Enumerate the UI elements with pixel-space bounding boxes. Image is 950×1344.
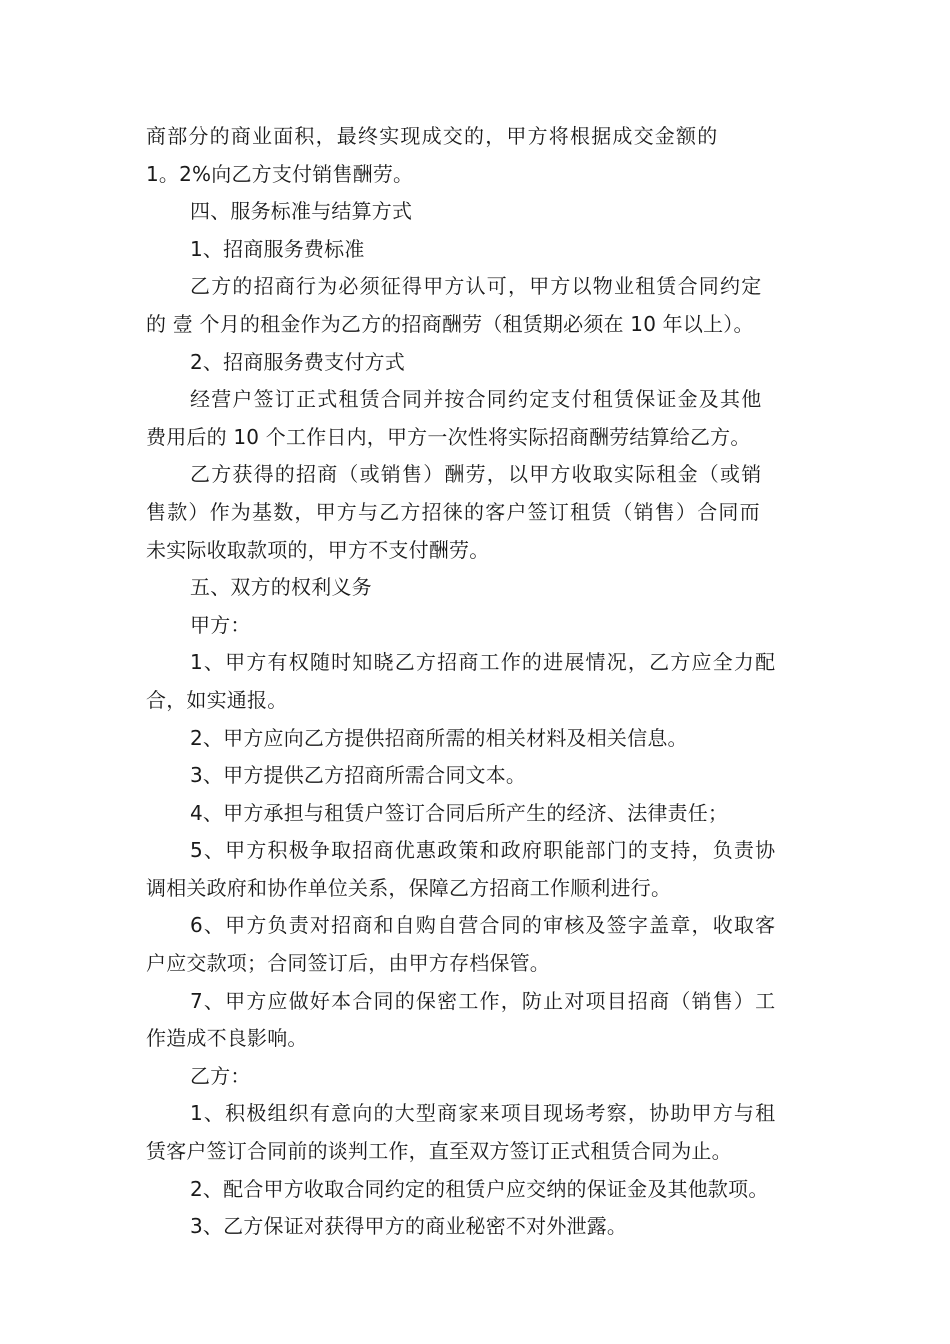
section-heading: 四、服务标准与结算方式 [190, 199, 413, 224]
body-line: 乙方获得的招商（或销售）酬劳，以甲方收取实际租金（或销 [190, 462, 763, 487]
body-line: 乙方的招商行为必须征得甲方认可，甲方以物业租赁合同约定 [190, 274, 763, 299]
list-item: 2、配合甲方收取合同约定的租赁户应交纳的保证金及其他款项。 [190, 1176, 769, 1201]
body-line: 费用后的 10 个工作日内，甲方一次性将实际招商酬劳结算给乙方。 [146, 424, 751, 449]
list-item: 2、甲方应向乙方提供招商所需的相关材料及相关信息。 [190, 725, 688, 750]
body-line: 的 壹 个月的租金作为乙方的招商酬劳（租赁期必须在 10 年以上）。 [146, 311, 754, 336]
list-item: 1、甲方有权随时知晓乙方招商工作的进展情况，乙方应全力配 [190, 650, 777, 675]
body-line: 作造成不良影响。 [146, 1026, 308, 1051]
document-body [146, 118, 826, 1246]
list-item: 3、甲方提供乙方招商所需合同文本。 [190, 763, 527, 788]
section-heading: 五、双方的权利义务 [190, 575, 372, 600]
list-item: 4、甲方承担与租赁户签订合同后所产生的经济、法律责任； [190, 800, 729, 825]
list-item: 5、甲方积极争取招商优惠政策和政府职能部门的支持，负责协 [190, 838, 777, 863]
subsection-heading: 2、招商服务费支付方式 [190, 349, 405, 374]
list-item: 1、积极组织有意向的大型商家来项目现场考察，协助甲方与租 [190, 1101, 777, 1126]
subsection-heading: 1、招商服务费标准 [190, 236, 365, 261]
party-heading: 乙方： [190, 1063, 251, 1088]
list-item: 6、甲方负责对招商和自购自营合同的审核及签字盖章，收取客 [190, 913, 777, 938]
body-line: 售款）作为基数，甲方与乙方招徕的客户签订租赁（销售）合同而 [146, 499, 761, 524]
body-line: 户应交款项；合同签订后，由甲方存档保管。 [146, 951, 550, 976]
list-item: 7、甲方应做好本合同的保密工作，防止对项目招商（销售）工 [190, 988, 777, 1013]
body-line: 合，如实通报。 [146, 687, 288, 712]
party-heading: 甲方： [190, 612, 251, 637]
body-line: 未实际收取款项的，甲方不支付酬劳。 [146, 537, 490, 562]
body-line: 调相关政府和协作单位关系，保障乙方招商工作顺利进行。 [146, 875, 672, 900]
body-line: 1。2%向乙方支付销售酬劳。 [146, 161, 414, 186]
list-item: 3、乙方保证对获得甲方的商业秘密不对外泄露。 [190, 1214, 628, 1239]
body-line: 赁客户签订合同前的谈判工作，直至双方签订正式租赁合同为止。 [146, 1139, 732, 1164]
body-line: 经营户签订正式租赁合同并按合同约定支付租赁保证金及其他 [190, 387, 763, 412]
body-line: 商部分的商业面积，最终实现成交的，甲方将根据成交金额的 [146, 124, 719, 148]
